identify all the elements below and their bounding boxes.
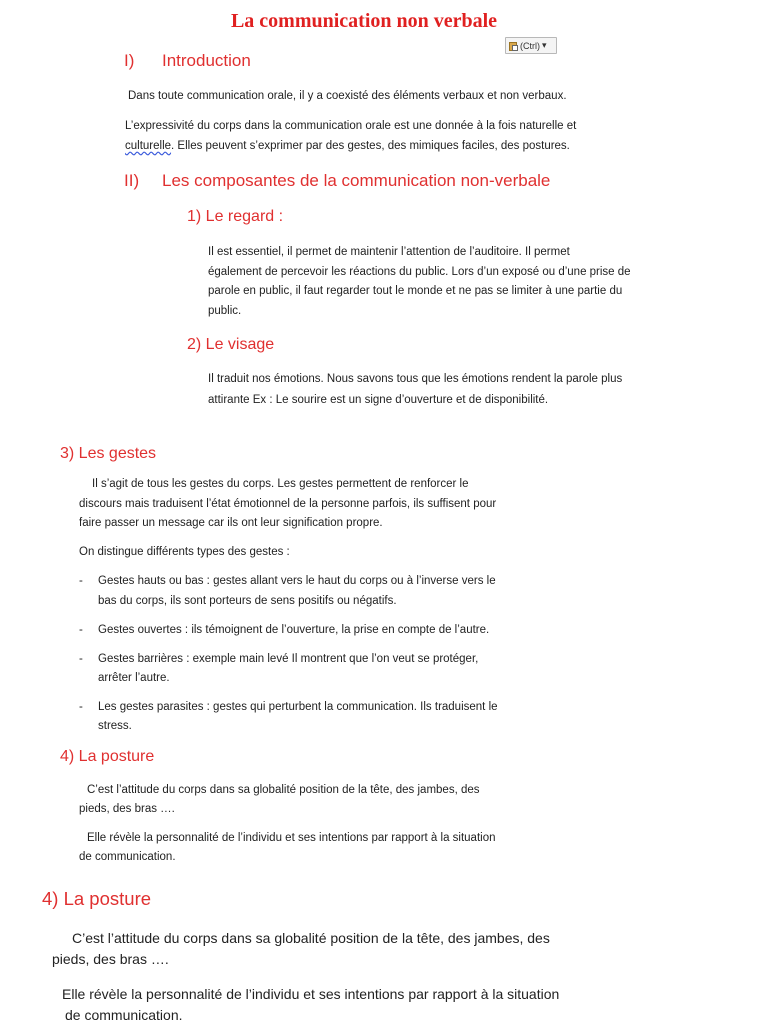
intro-paragraph-2-rest: . Elles peuvent s’exprimer par des gestes, des mimiques faciles, des postures. bbox=[171, 140, 570, 152]
gestes-intro-line-1: Il s’agit de tous les gestes du corps. Les gestes permettent de renforcer le bbox=[92, 478, 469, 490]
paste-options-button[interactable] bbox=[505, 37, 557, 54]
bullet-4-line-1: Les gestes parasites : gestes qui perturbent la communication. Ils traduisent le bbox=[98, 701, 498, 713]
gestes-intro-line-2: discours mais traduisent l’état émotionnel de la personne parfois, ils suffisent pour bbox=[79, 498, 497, 510]
gestes-heading: 3) Les gestes bbox=[60, 445, 157, 462]
section-1-heading: Introduction bbox=[162, 51, 251, 70]
paste-options-label: (Ctrl) bbox=[520, 40, 540, 51]
regard-line-3: parole en public, il faut regarder tout le monde et ne pas se limiter à une partie du bbox=[208, 285, 623, 297]
posture-small-p2-line-1: Elle révèle la personnalité de l’individu et ses intentions par rapport à la situation bbox=[87, 832, 496, 844]
chevron-down-icon[interactable]: ▾ bbox=[542, 40, 547, 50]
clipboard-icon bbox=[509, 41, 518, 51]
bullet-1-line-2: bas du corps, ils sont porteurs de sens positifs ou négatifs. bbox=[98, 595, 397, 607]
section-2-number: II) bbox=[124, 171, 140, 190]
gestes-distingue: On distingue différents types des gestes : bbox=[79, 546, 290, 558]
bullet-3-line-1: Gestes barrières : exemple main levé Il montrent que l’on veut se protéger, bbox=[98, 653, 479, 665]
bullet-marker: - bbox=[79, 653, 83, 665]
bullet-1-line-1: Gestes hauts ou bas : gestes allant vers le haut du corps ou à l’inverse vers le bbox=[98, 575, 496, 587]
visage-line-1: Il traduit nos émotions. Nous savons tous que les émotions rendent la parole plus bbox=[208, 373, 623, 385]
posture-small-p1-line-1: C’est l’attitude du corps dans sa globalité position de la tête, des jambes, des bbox=[87, 784, 480, 796]
document-title: La communication non verbale bbox=[230, 10, 498, 32]
bullet-marker: - bbox=[79, 575, 83, 587]
bullet-3-line-2: arrêter l’autre. bbox=[98, 672, 170, 684]
intro-paragraph-2-line-2 bbox=[125, 137, 570, 157]
posture-small-p2-line-2: de communication. bbox=[79, 851, 176, 863]
section-2-heading: Les composantes de la communication non-verbale bbox=[162, 171, 551, 190]
regard-line-1: Il est essentiel, il permet de maintenir l’attention de l’auditoire. Il permet bbox=[208, 246, 570, 258]
posture-heading-large: 4) La posture bbox=[42, 888, 152, 909]
posture-large-p2-line-1: Elle révèle la personnalité de l’individu et ses intentions par rapport à la situation bbox=[62, 986, 560, 1002]
bullet-4-line-2: stress. bbox=[98, 720, 132, 732]
intro-paragraph-2-line-1: L’expressivité du corps dans la communication orale est une donnée à la fois naturelle et bbox=[125, 120, 577, 132]
section-1-number: I) bbox=[124, 51, 135, 70]
visage-heading: 2) Le visage bbox=[187, 336, 275, 353]
bullet-marker: - bbox=[79, 701, 83, 713]
posture-large-p1-line-2: pieds, des bras …. bbox=[52, 951, 169, 967]
posture-small-p1-line-2: pieds, des bras …. bbox=[79, 803, 175, 815]
posture-large-p2-line-2: de communication. bbox=[65, 1007, 183, 1023]
intro-paragraph-1: Dans toute communication orale, il y a coexisté des éléments verbaux et non verbaux. bbox=[128, 90, 567, 102]
regard-heading: 1) Le regard : bbox=[187, 208, 284, 225]
regard-line-4: public. bbox=[208, 305, 242, 317]
visage-line-2: attirante Ex : Le sourire est un signe d’ouverture et de disponibilité. bbox=[208, 394, 549, 406]
spellcheck-word[interactable]: culturelle bbox=[125, 140, 172, 152]
posture-heading-small: 4) La posture bbox=[60, 748, 155, 765]
bullet-2-line-1: Gestes ouvertes : ils témoignent de l’ouverture, la prise en compte de l’autre. bbox=[98, 624, 490, 636]
regard-line-2: également de percevoir les réactions du public. Lors d’un exposé ou d’une prise de bbox=[208, 266, 631, 278]
bullet-marker: - bbox=[79, 624, 83, 636]
gestes-intro-line-3: faire passer un message car ils ont leur signification propre. bbox=[79, 517, 383, 529]
posture-large-p1-line-1: C’est l’attitude du corps dans sa globalité position de la tête, des jambes, des bbox=[72, 930, 550, 946]
